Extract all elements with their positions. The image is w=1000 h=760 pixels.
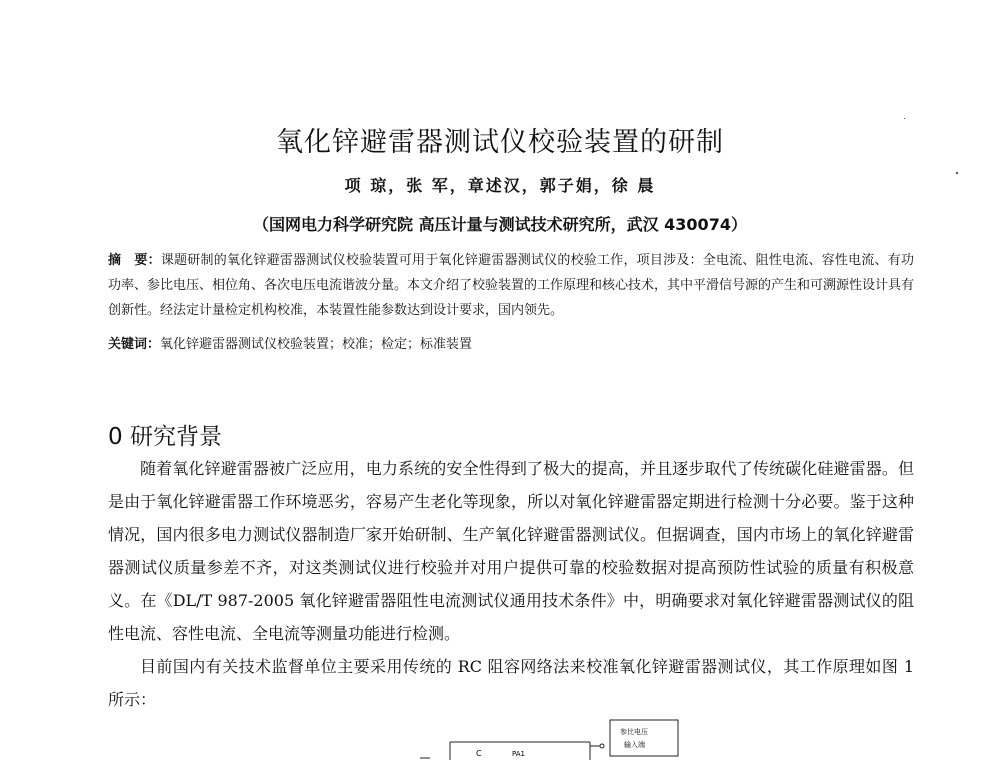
paper-title: 氧化锌避雷器测试仪校验装置的研制 [276,127,724,158]
label-ref-line2: 输入端 [624,741,645,749]
body-text [108,452,914,716]
label-c: C [476,749,482,758]
paragraph-2: 目前国内有关技术监督单位主要采用传统的 RC 阻容网络法来校准氧化锌避雷器测试仪，其工作原理如图 1 所示： [108,657,914,709]
scan-speck [956,172,958,174]
ref-voltage-box [610,720,678,756]
label-ref-line1: 参比电压 [620,728,648,736]
terminal-circle [600,744,604,748]
keywords-text: 氧化锌避雷器测试仪校验装置；校准；检定；标准装置 [160,337,473,352]
keywords-label: 关键词： [108,337,161,352]
figure-1-circuit [420,718,700,760]
keywords [108,334,914,356]
abstract [108,248,914,323]
label-pa1: PA1 [512,750,526,758]
circuit-diagram [420,718,700,760]
author-list: 项 琼，张 军，章述汉，郭子娟，徐 晨 [344,176,656,195]
paragraph-1: 随着氧化锌避雷器被广泛应用，电力系统的安全性得到了极大的提高，并且逐步取代了传统碳化硅避雷器。但是由于氧化锌避雷器工作环境恶劣，容易产生老化等现象，所以对氧化锌避雷器定期进行检测十分必要。鉴于这种情况，国内很多电力测试仪器制造厂家开始研制、生产氧化锌避雷器测试仪。但据调查，国内市场上的氧化锌避雷器测试仪质量参差不齐，对这类测试仪进行校验并对用户提供可靠的校验数据对提高预防性试验的质量有积极意义。在《DL/T 987-2005 氧化锌避雷器阻性电流测试仪通用技术条件》中，明确要求对氧化锌避雷器测试仪的阻性电流、容性电流、全电流等测量功能进行检测。 [108,459,914,643]
abstract-label: 摘 要： [108,253,161,268]
abstract-text: 课题研制的氧化锌避雷器测试仪校验装置可用于氧化锌避雷器测试仪的校验工作，项目涉及：全电流、阻性电流、容性电流、有功功率、参比电压、相位角、各次电压电流谐波分量。本文介绍了校验装置的工作原理和核心技术，其中平滑信号源的产生和可溯源性设计具有创新性。经法定计量检定机构校准，本装置性能参数达到设计要求，国内领先。 [108,253,915,318]
affiliation: （国网电力科学研究院 高压计量与测试技术研究所，武汉 430074） [253,215,747,234]
scan-speck [904,118,905,119]
section-heading: 0 研究背景 [108,424,222,450]
